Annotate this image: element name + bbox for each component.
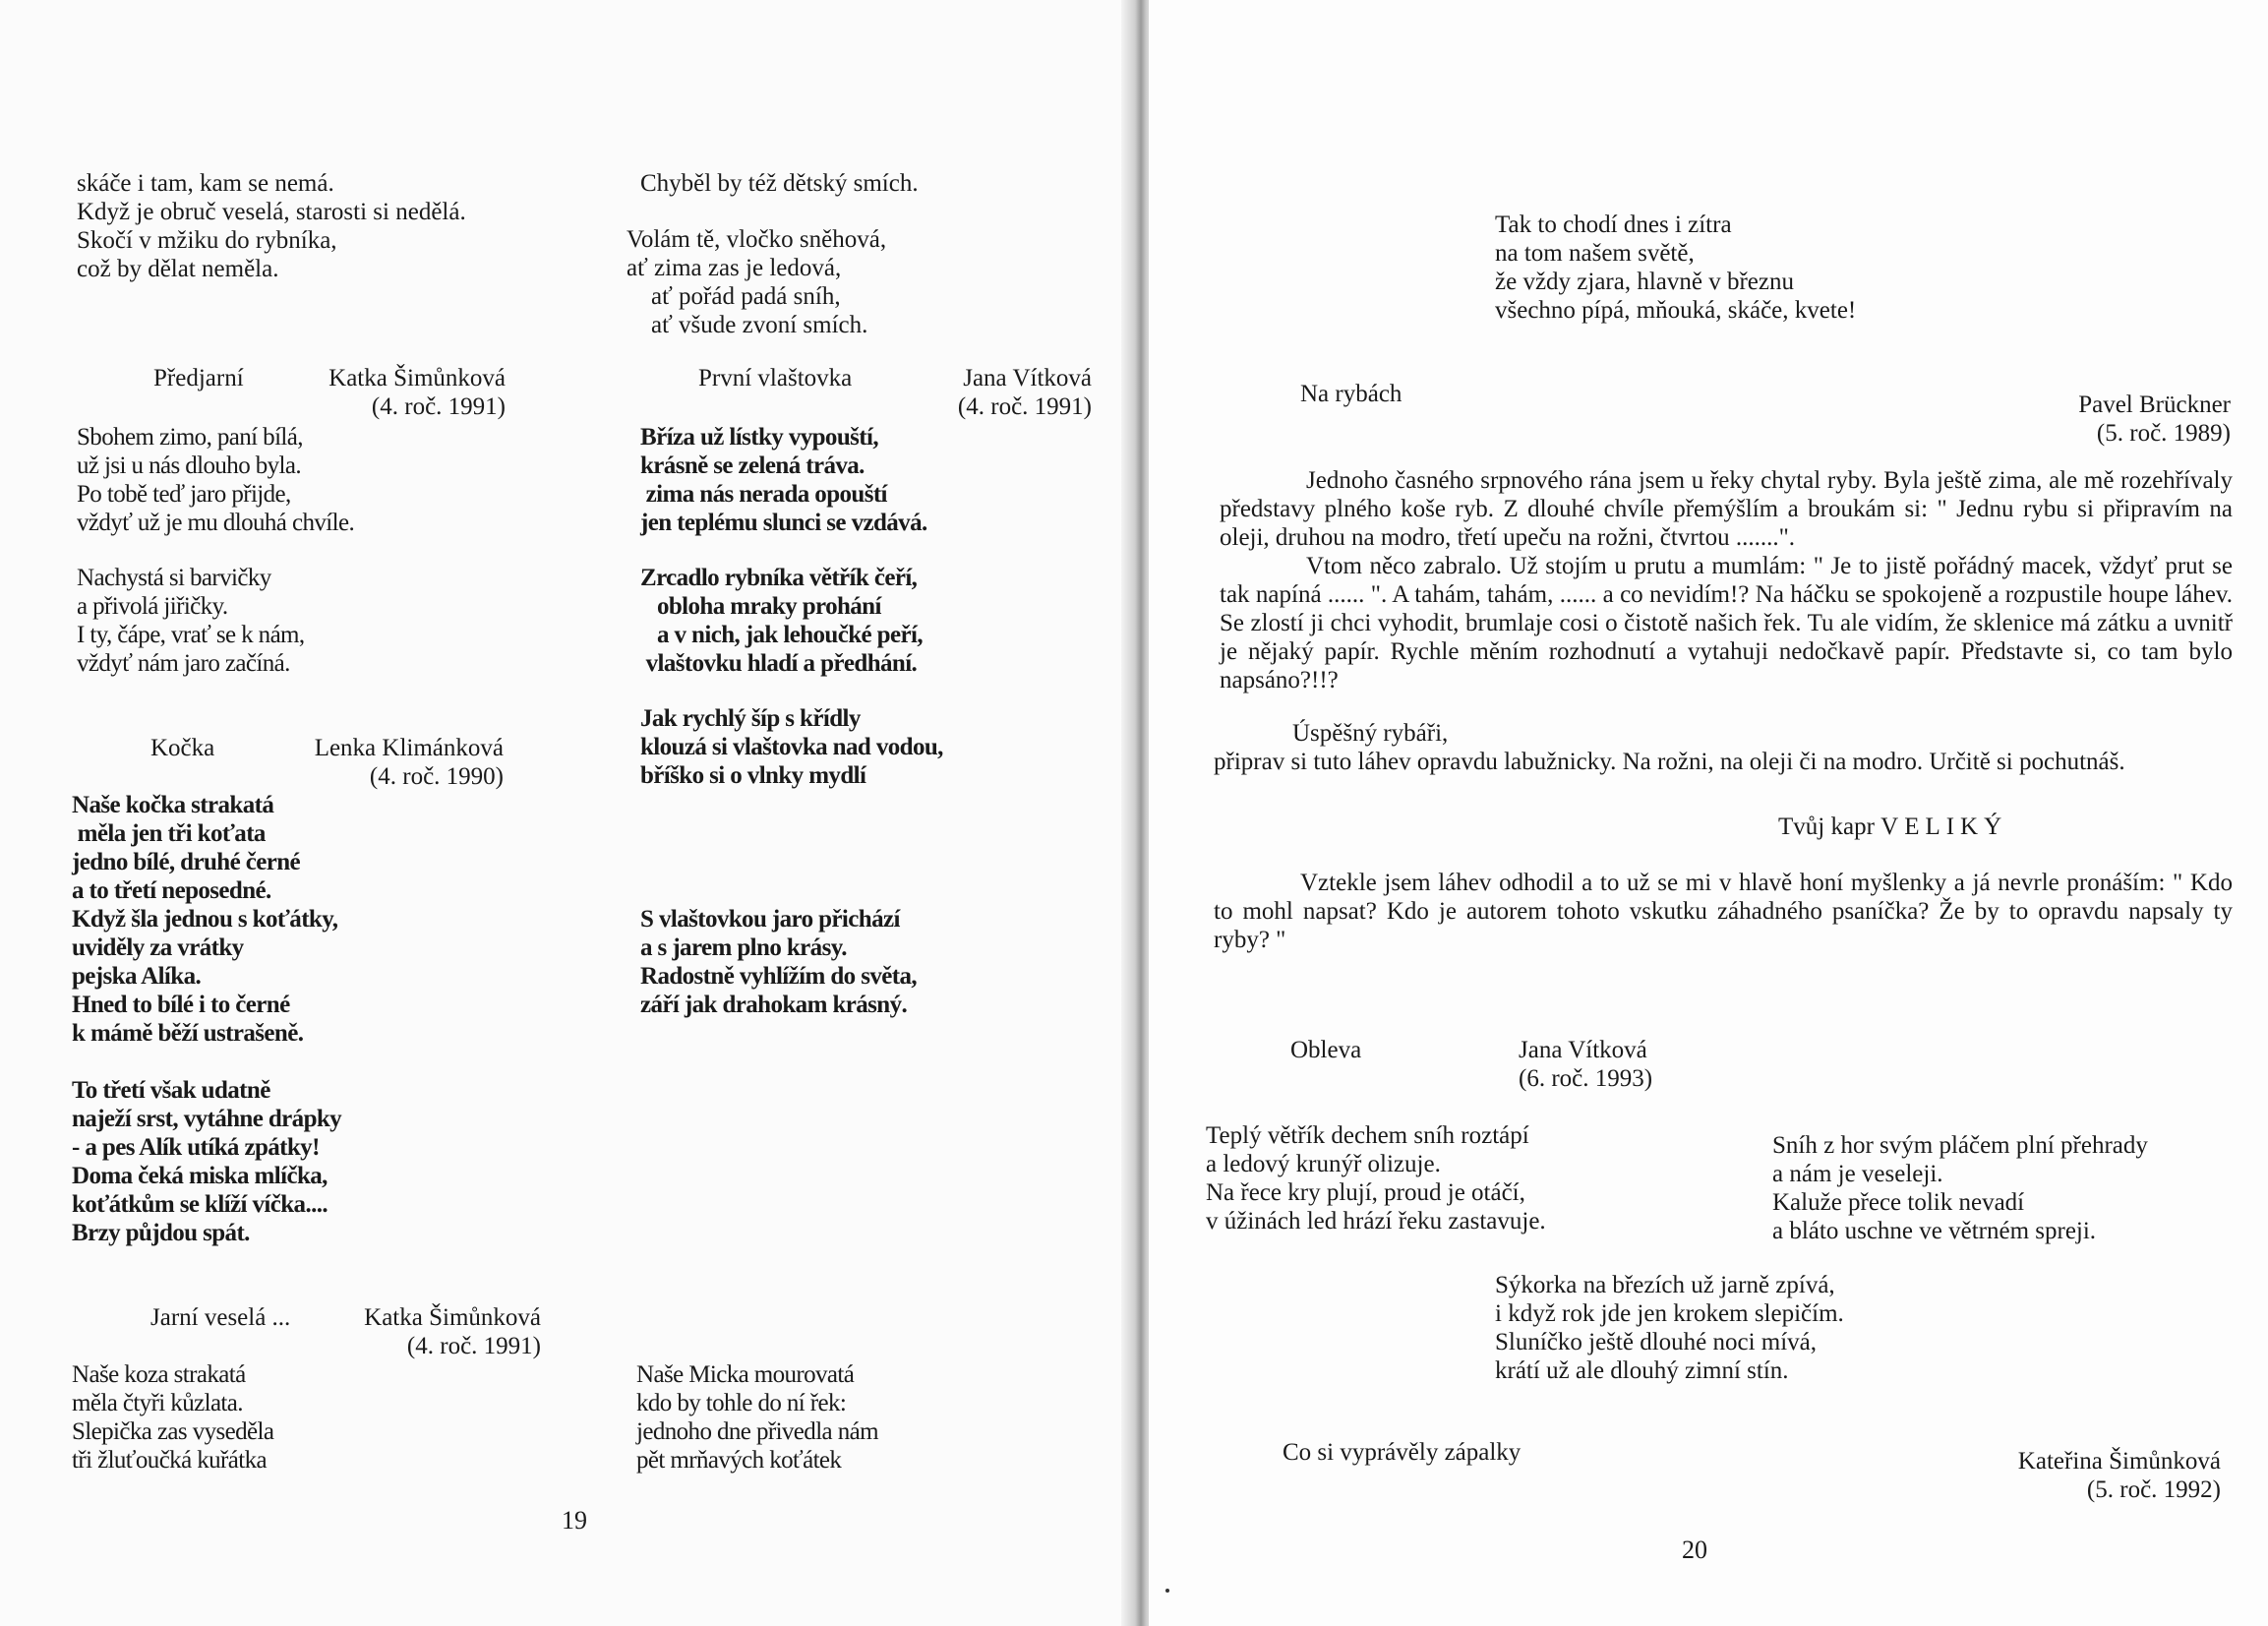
poem-author-kocka: [307, 734, 504, 791]
verse-line: ať všude zvoní smích.: [627, 312, 868, 338]
verse-line: Tak to chodí dnes i zítra: [1495, 211, 1732, 238]
verse-line: Na řece kry plují, proud je otáčí,: [1206, 1179, 1525, 1206]
verse-line: i když rok jde jen krokem slepičím.: [1495, 1300, 1844, 1327]
author-year: (4. roč. 1991): [371, 393, 506, 420]
verse-line: Sluníčko ještě dlouhé noci mívá,: [1495, 1329, 1818, 1355]
verse-line: už jsi u nás dlouho byla.: [77, 452, 302, 479]
verse-line: všechno pípá, mňouká, skáče, kvete!: [1495, 297, 1857, 324]
story-author: [2004, 391, 2231, 448]
verse-line: kdo by tohle do ní řek:: [636, 1390, 847, 1416]
verse-line: Zrcadlo rybníka větřík čeří,: [640, 565, 918, 591]
verse-line: Kaluže přece tolik nevadí: [1772, 1189, 2025, 1216]
intro-stanza: [77, 169, 466, 283]
author-name: Kateřina Šimůnková: [2017, 1448, 2221, 1475]
verse-line: uviděly za vrátky: [72, 934, 244, 961]
vlastovka-stanza-4: [640, 905, 917, 1019]
verse-line: krátí už ale dlouhý zimní stín.: [1495, 1357, 1789, 1384]
verse-line: že vždy zjara, hlavně v březnu: [1495, 269, 1795, 295]
predjarni-stanza-2: [77, 564, 305, 678]
verse-line: krásně se zelená tráva.: [640, 452, 865, 479]
verse-line: v úžinách led hrází řeku zastavuje.: [1206, 1208, 1546, 1235]
signature-word: VELIKÝ: [1880, 813, 2008, 840]
story-text: [1220, 466, 2233, 694]
poem-author-vlastovka: [936, 364, 1092, 421]
verse-line: jedno bílé, druhé černé: [72, 849, 301, 875]
verse-line: vždyť nám jaro začíná.: [77, 650, 290, 677]
verse-line: ať pořád padá sníh,: [627, 283, 841, 310]
letter-body: připrav si tuto láhev opravdu labužnicky. Na rožni, na oleji či na modro. Určitě si pochutnáš.: [1214, 749, 2125, 775]
verse-line: To třetí však udatně: [72, 1077, 270, 1104]
author-year: (4. roč. 1991): [957, 393, 1092, 420]
obleva-stanza-3: [1495, 1271, 1844, 1385]
verse-line: k mámě běží ustrašeně.: [72, 1020, 304, 1047]
verse-line: ať zima zas je ledová,: [627, 255, 842, 281]
author-year: (4. roč. 1991): [406, 1333, 541, 1359]
poem-title-zapalky: Co si vyprávěly zápalky: [1283, 1439, 1522, 1466]
page-number: 19: [562, 1506, 587, 1535]
verse-line: Radostně vyhlížím do světa,: [640, 963, 918, 990]
top-right-stanza-2: [627, 225, 886, 339]
kocka-stanza-1: [72, 791, 337, 1048]
author-name: Katka Šimůnková: [328, 365, 506, 391]
verse-line: Brzy půjdou spát.: [72, 1220, 250, 1246]
verse-line: Po tobě teď jaro přijde,: [77, 481, 291, 508]
verse-line: Když je obruč veselá, starosti si nedělá.: [77, 199, 466, 225]
verse-line: bříško si o vlnky mydlí: [640, 762, 866, 789]
poem-title-obleva: Obleva: [1290, 1037, 1362, 1063]
author-year: (5. roč. 1992): [2086, 1476, 2221, 1503]
micka-stanza: [636, 1360, 878, 1475]
scan-speck: [1165, 1589, 1169, 1593]
verse-line: Hned to bílé i to černé: [72, 992, 290, 1018]
top-stanza: [1495, 211, 1856, 325]
top-right-stanza-1: [640, 169, 919, 198]
verse-line: měla čtyři kůzlata.: [72, 1390, 243, 1416]
author-name: Katka Šimůnková: [364, 1304, 541, 1331]
verse-line: I ty, čápe, vrať se k nám,: [77, 622, 305, 648]
verse-line: Naše koza strakatá: [72, 1361, 246, 1388]
verse-line: skáče i tam, kam se nemá.: [77, 170, 334, 197]
poem-title-predjarni: Předjarní: [153, 365, 244, 391]
verse-line: vždyť už je mu dlouhá chvíle.: [77, 510, 355, 536]
story-title: Na rybách: [1300, 381, 1403, 407]
verse-line: září jak drahokam krásný.: [640, 992, 908, 1018]
vlastovka-stanza-3: [640, 704, 943, 790]
poem-title-kocka: Kočka: [150, 735, 215, 761]
verse-line: - a pes Alík utíká zpátky!: [72, 1134, 320, 1161]
verse-line: jen teplému slunci se vzdává.: [640, 510, 927, 536]
poem-title-vlastovka: První vlaštovka: [698, 365, 853, 391]
verse-line: a přivolá jiřičky.: [77, 593, 228, 620]
page-number: 20: [1682, 1536, 1707, 1564]
verse-line: Doma čeká miska mlíčka,: [72, 1163, 328, 1189]
story-paragraph-2: Vtom něco zabralo. Už stojím u prutu a mumlám: " Je to jistě pořádný macek, vždyť prut se tak napíná ...... ". A tahám, tahám, ...... a co nevidím!? Na háčku se spokojeně a rozpustile houpe láhev. Se zlostí ji chci vyhodit, brumlaje cosi o čistotě našich řek. Tu ale vidím, že sklenice má zátku a uvnitř je nějaký papír. Rychle měním rozhodnutí a vytahuji nedočkavě papír. Představte si, co tam bylo napsáno?!!?: [1220, 553, 2233, 693]
verse-line: a bláto uschne ve větrném spreji.: [1772, 1218, 2097, 1244]
verse-line: S vlaštovkou jaro přichází: [640, 906, 900, 933]
story-paragraph-3-wrap: [1214, 869, 2233, 954]
verse-line: pět mrňavých koťátek: [636, 1447, 842, 1474]
verse-line: Naše kočka strakatá: [72, 792, 274, 818]
obleva-stanza-1: [1206, 1121, 1546, 1235]
poem-author-zapalky: [1985, 1447, 2221, 1504]
right-page: [1149, 0, 2268, 1626]
verse-line: Naše Micka mourovatá: [636, 1361, 855, 1388]
author-year: (4. roč. 1990): [369, 763, 504, 790]
verse-line: tři žluťoučká kuřátka: [72, 1447, 267, 1474]
verse-line: Nachystá si barvičky: [77, 565, 271, 591]
letter-greeting: Úspěšný rybáři,: [1292, 720, 1449, 747]
verse-line: Slepička zas vyseděla: [72, 1418, 274, 1445]
verse-line: Bříza už lístky vypouští,: [640, 424, 878, 451]
verse-line: jednoho dne přivedla nám: [636, 1418, 878, 1445]
poem-author-obleva: [1519, 1036, 1662, 1093]
verse-line: obloha mraky prohání: [640, 593, 881, 620]
author-year: (5. roč. 1989): [2096, 420, 2231, 447]
poem-author-predjarni: [321, 364, 506, 421]
obleva-stanza-2: [1772, 1131, 2148, 1245]
author-name: Lenka Klimánková: [314, 735, 504, 761]
verse-line: a s jarem plno krásy.: [640, 934, 847, 961]
verse-line: a to třetí neposedné.: [72, 877, 271, 904]
verse-line: Když šla jednou s koťátky,: [72, 906, 338, 933]
kocka-stanza-2: [72, 1076, 341, 1247]
verse-line: klouzá si vlaštovka nad vodou,: [640, 734, 943, 760]
verse-line: Volám tě, vločko sněhová,: [627, 226, 887, 253]
jarni-stanza-1: [72, 1360, 273, 1475]
verse-line: Sýkorka na březích už jarně zpívá,: [1495, 1272, 1835, 1298]
verse-line: což by dělat neměla.: [77, 256, 279, 282]
signature-prefix: Tvůj kapr: [1778, 813, 1875, 840]
verse-line: zima nás nerada opouští: [640, 481, 887, 508]
verse-line: naježí srst, vytáhne drápky: [72, 1106, 342, 1132]
poem-author-jarni: [350, 1303, 541, 1360]
author-name: Pavel Brückner: [2078, 391, 2231, 418]
poem-title-jarni: Jarní veselá ...: [150, 1304, 291, 1331]
letter-signature: [1778, 813, 2007, 841]
verse-line: Teplý větřík dechem sníh roztápí: [1206, 1122, 1529, 1149]
verse-line: Sbohem zimo, paní bílá,: [77, 424, 303, 451]
verse-line: a v nich, jak lehoučké peří,: [640, 622, 923, 648]
vlastovka-stanza-1: [640, 423, 927, 537]
author-name: Jana Vítková: [963, 365, 1092, 391]
verse-line: a ledový krunýř olizuje.: [1206, 1151, 1441, 1177]
author-year: (6. roč. 1993): [1519, 1065, 1653, 1092]
verse-line: Jak rychlý šíp s křídly: [640, 705, 861, 732]
vlastovka-stanza-2: [640, 564, 923, 678]
verse-line: měla jen tři koťata: [72, 820, 266, 847]
verse-line: koťátkům se klíží víčka....: [72, 1191, 328, 1218]
verse-line: vlaštovku hladí a předhání.: [640, 650, 918, 677]
verse-line: a nám je veseleji.: [1772, 1161, 1943, 1187]
verse-line: Skočí v mžiku do rybníka,: [77, 227, 337, 254]
verse-line: na tom našem světě,: [1495, 240, 1695, 267]
story-paragraph-3: Vztekle jsem láhev odhodil a to už se mi v hlavě honí myšlenky a já nevrle pronáším: " Kdo to mohl napsat? Kdo je autorem tohoto vskutku záhadného psaníčka? Že by to opravdu napsaly ty ryby? ": [1214, 870, 2233, 953]
story-paragraph-1: Jednoho časného srpnového rána jsem u řeky chytal ryby. Byla ještě zima, ale mě rozehřívaly představy plného koše ryb. Z dlouhé chvíle přemýšlím a broukám si: " Jednu rybu si připravím na oleji, druhou na modro, třetí upeču na rožni, čtvrtou .......".: [1220, 467, 2233, 551]
left-page: [0, 0, 1131, 1626]
predjarni-stanza-1: [77, 423, 354, 537]
verse-line: Sníh z hor svým pláčem plní přehrady: [1772, 1132, 2148, 1159]
verse-line: Chyběl by též dětský smích.: [640, 170, 919, 197]
verse-line: pejska Alíka.: [72, 963, 202, 990]
author-name: Jana Vítková: [1519, 1037, 1647, 1063]
